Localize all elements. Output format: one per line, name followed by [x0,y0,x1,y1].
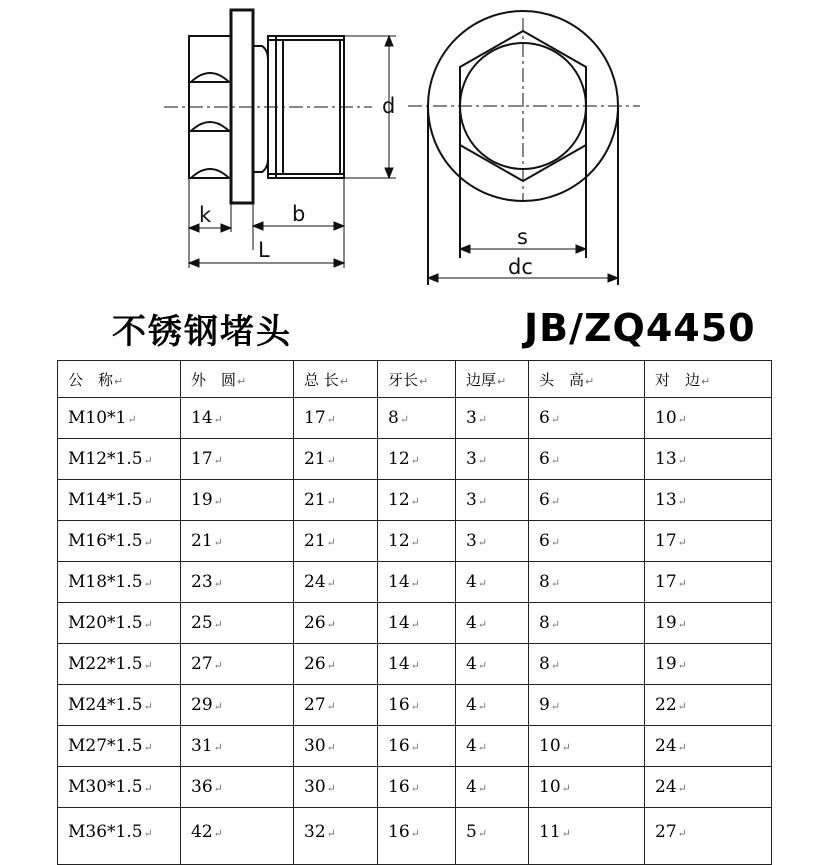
cell-flange-thickness [456,726,529,767]
cell-text: M24*1.5 [68,695,143,715]
return-mark-icon: ↵ [410,536,420,549]
return-mark-icon: ↵ [237,374,247,388]
cell-flange-thickness [456,562,529,603]
cell-flange-thickness [456,361,529,398]
return-mark-icon: ↵ [213,782,223,795]
return-mark-icon: ↵ [339,374,349,388]
cell-text: 4 [466,613,477,633]
return-mark-icon: ↵ [213,536,223,549]
cell-text: 21 [191,531,213,551]
return-mark-icon: ↵ [127,413,137,426]
cell-flange-thickness [456,398,529,439]
return-mark-icon: ↵ [326,827,336,840]
cell-text: 24 [304,572,326,592]
cell-nominal [58,726,181,767]
cell-flange-thickness [456,603,529,644]
table-row [58,767,772,808]
cell-outer-diameter [181,644,294,685]
cell-across-flats [645,361,772,398]
cell-text: M16*1.5 [68,531,143,551]
table-row [58,644,772,685]
cell-nominal [58,808,181,865]
return-mark-icon: ↵ [143,741,153,754]
return-mark-icon: ↵ [410,659,420,672]
cell-text: 30 [304,736,326,756]
return-mark-icon: ↵ [213,659,223,672]
return-mark-icon: ↵ [410,741,420,754]
cell-text: 10 [539,777,561,797]
cell-text: M18*1.5 [68,572,143,592]
return-mark-icon: ↵ [585,374,595,388]
cell-text: 42 [191,822,213,842]
cell-text: 4 [466,736,477,756]
cell-text: 19 [655,613,677,633]
cell-total-length [294,644,378,685]
cell-text: 17 [191,449,213,469]
return-mark-icon: ↵ [143,577,153,590]
cell-text: 6 [539,490,550,510]
cell-text: 6 [539,531,550,551]
cell-text: 8 [539,613,550,633]
cell-outer-diameter [181,398,294,439]
cell-outer-diameter [181,726,294,767]
cell-outer-diameter [181,685,294,726]
cell-flange-thickness [456,480,529,521]
return-mark-icon: ↵ [213,413,223,426]
cell-text: M12*1.5 [68,449,143,469]
cell-text: 外 圆 [191,370,237,389]
table-row [58,521,772,562]
dim-label-L: L [258,238,270,262]
cell-text: 13 [655,490,677,510]
cell-text: 14 [191,408,213,428]
cell-text: 27 [655,822,677,842]
cell-text: 31 [191,736,213,756]
cell-total-length [294,726,378,767]
cell-head-height [529,439,645,480]
return-mark-icon: ↵ [213,700,223,713]
cell-text: M36*1.5 [68,822,143,842]
cell-text: 25 [191,613,213,633]
cell-text: 4 [466,695,477,715]
return-mark-icon: ↵ [326,741,336,754]
cell-text: 21 [304,531,326,551]
cell-text: 对 边 [655,370,701,389]
cell-flange-thickness [456,521,529,562]
cell-text: 8 [388,408,399,428]
return-mark-icon: ↵ [677,577,687,590]
table-row [58,603,772,644]
return-mark-icon: ↵ [477,454,488,467]
return-mark-icon: ↵ [143,454,153,467]
return-mark-icon: ↵ [213,618,223,631]
return-mark-icon: ↵ [550,454,561,467]
cell-flange-thickness [456,644,529,685]
cell-nominal [58,644,181,685]
return-mark-icon: ↵ [410,700,420,713]
cell-total-length [294,439,378,480]
cell-text: M20*1.5 [68,613,143,633]
return-mark-icon: ↵ [550,659,561,672]
product-title: 不锈钢堵头 [112,312,292,352]
cell-text: 9 [539,695,550,715]
dim-label-s: s [517,225,528,249]
return-mark-icon: ↵ [550,618,561,631]
cell-text: 17 [655,531,677,551]
return-mark-icon: ↵ [550,700,561,713]
cell-text: 4 [466,777,477,797]
cell-text: 23 [191,572,213,592]
cell-text: 21 [304,449,326,469]
cell-nominal [58,361,181,398]
spec-table [57,360,772,865]
cell-text: 6 [539,408,550,428]
cell-text: M30*1.5 [68,777,143,797]
cell-head-height [529,644,645,685]
cell-across-flats [645,562,772,603]
return-mark-icon: ↵ [410,495,420,508]
return-mark-icon: ↵ [326,618,336,631]
return-mark-icon: ↵ [477,618,488,631]
cell-text: 3 [466,449,477,469]
cell-across-flats [645,644,772,685]
return-mark-icon: ↵ [143,827,153,840]
return-mark-icon: ↵ [410,827,420,840]
return-mark-icon: ↵ [213,577,223,590]
return-mark-icon: ↵ [410,782,420,795]
return-mark-icon: ↵ [419,374,429,388]
cell-nominal [58,685,181,726]
cell-text: 头 高 [539,370,585,389]
cell-text: 10 [655,408,677,428]
cell-total-length [294,398,378,439]
return-mark-icon: ↵ [143,495,153,508]
dim-label-dc: dc [508,255,533,279]
return-mark-icon: ↵ [701,374,711,388]
cell-text: 3 [466,408,477,428]
cell-text: 24 [655,777,677,797]
table-header-row [58,361,772,398]
cell-text: M22*1.5 [68,654,143,674]
return-mark-icon: ↵ [677,536,687,549]
cell-thread-length [378,726,456,767]
cell-across-flats [645,726,772,767]
cell-thread-length [378,603,456,644]
return-mark-icon: ↵ [477,741,488,754]
cell-outer-diameter [181,603,294,644]
cell-text: 19 [191,490,213,510]
cell-text: 4 [466,654,477,674]
cell-text: 边厚 [466,370,497,389]
cell-text: M10*1 [68,408,127,428]
cell-across-flats [645,808,772,865]
return-mark-icon: ↵ [326,495,336,508]
table-row [58,685,772,726]
cell-total-length [294,808,378,865]
cell-text: 8 [539,654,550,674]
return-mark-icon: ↵ [326,782,336,795]
cell-text: 3 [466,531,477,551]
return-mark-icon: ↵ [213,827,223,840]
cell-text: 24 [655,736,677,756]
cell-flange-thickness [456,808,529,865]
cell-text: 12 [388,531,410,551]
table-row [58,398,772,439]
cell-outer-diameter [181,361,294,398]
cell-text: 11 [539,822,561,842]
return-mark-icon: ↵ [477,536,488,549]
cell-head-height [529,767,645,808]
cell-flange-thickness [456,685,529,726]
cell-text: 5 [466,822,477,842]
return-mark-icon: ↵ [143,700,153,713]
cell-across-flats [645,398,772,439]
cell-across-flats [645,767,772,808]
cell-head-height [529,726,645,767]
cell-text: 27 [304,695,326,715]
return-mark-icon: ↵ [550,495,561,508]
cell-total-length [294,361,378,398]
cell-nominal [58,562,181,603]
cell-thread-length [378,808,456,865]
cell-text: 16 [388,695,410,715]
cell-flange-thickness [456,767,529,808]
cell-text: 19 [655,654,677,674]
return-mark-icon: ↵ [677,618,687,631]
cell-thread-length [378,398,456,439]
cell-nominal [58,398,181,439]
return-mark-icon: ↵ [410,618,420,631]
cell-text: 14 [388,613,410,633]
table-row [58,726,772,767]
cell-text: 27 [191,654,213,674]
table-row [58,480,772,521]
cell-head-height [529,808,645,865]
cell-nominal [58,480,181,521]
return-mark-icon: ↵ [477,782,488,795]
return-mark-icon: ↵ [399,413,410,426]
dim-label-b: b [292,202,306,226]
cell-head-height [529,361,645,398]
cell-text: 6 [539,449,550,469]
return-mark-icon: ↵ [477,495,488,508]
return-mark-icon: ↵ [561,782,571,795]
cell-text: 16 [388,736,410,756]
return-mark-icon: ↵ [477,577,488,590]
return-mark-icon: ↵ [550,577,561,590]
return-mark-icon: ↵ [326,536,336,549]
cell-text: 牙长 [388,370,419,389]
cell-nominal [58,521,181,562]
cell-outer-diameter [181,808,294,865]
cell-total-length [294,521,378,562]
cell-total-length [294,480,378,521]
cell-outer-diameter [181,562,294,603]
return-mark-icon: ↵ [561,741,571,754]
return-mark-icon: ↵ [550,536,561,549]
cell-head-height [529,562,645,603]
return-mark-icon: ↵ [143,536,153,549]
cell-text: 30 [304,777,326,797]
cell-head-height [529,480,645,521]
cell-thread-length [378,767,456,808]
return-mark-icon: ↵ [114,374,124,388]
cell-text: 10 [539,736,561,756]
cell-text: 12 [388,490,410,510]
dim-label-k: k [199,203,212,227]
return-mark-icon: ↵ [561,827,571,840]
cell-total-length [294,562,378,603]
return-mark-icon: ↵ [677,413,687,426]
cell-head-height [529,685,645,726]
cell-text: 16 [388,822,410,842]
return-mark-icon: ↵ [213,741,223,754]
return-mark-icon: ↵ [550,413,561,426]
cell-nominal [58,439,181,480]
return-mark-icon: ↵ [213,495,223,508]
cell-text: 17 [655,572,677,592]
cell-text: M27*1.5 [68,736,143,756]
return-mark-icon: ↵ [326,577,336,590]
return-mark-icon: ↵ [410,577,420,590]
cell-thread-length [378,685,456,726]
return-mark-icon: ↵ [326,413,336,426]
cell-text: 总 长 [304,370,339,389]
return-mark-icon: ↵ [677,782,687,795]
cell-total-length [294,767,378,808]
return-mark-icon: ↵ [677,741,687,754]
cell-outer-diameter [181,439,294,480]
table-row [58,439,772,480]
return-mark-icon: ↵ [497,374,507,388]
cell-text: 16 [388,777,410,797]
cell-text: 12 [388,449,410,469]
cell-outer-diameter [181,521,294,562]
cell-total-length [294,685,378,726]
return-mark-icon: ↵ [677,700,687,713]
cell-thread-length [378,521,456,562]
cell-thread-length [378,480,456,521]
cell-thread-length [378,439,456,480]
cell-head-height [529,521,645,562]
return-mark-icon: ↵ [326,454,336,467]
return-mark-icon: ↵ [143,782,153,795]
cell-text: 32 [304,822,326,842]
return-mark-icon: ↵ [677,495,687,508]
cell-outer-diameter [181,767,294,808]
return-mark-icon: ↵ [677,659,687,672]
cell-text: 3 [466,490,477,510]
table-row [58,808,772,865]
cell-flange-thickness [456,439,529,480]
cell-text: 26 [304,613,326,633]
cell-across-flats [645,685,772,726]
cell-thread-length [378,562,456,603]
cell-across-flats [645,521,772,562]
return-mark-icon: ↵ [677,827,687,840]
cell-thread-length [378,644,456,685]
return-mark-icon: ↵ [477,827,488,840]
return-mark-icon: ↵ [677,454,687,467]
cell-nominal [58,603,181,644]
cell-text: 22 [655,695,677,715]
cell-text: 36 [191,777,213,797]
cell-text: 14 [388,572,410,592]
cell-text: 8 [539,572,550,592]
cell-across-flats [645,439,772,480]
cell-text: 29 [191,695,213,715]
cell-across-flats [645,480,772,521]
technical-drawing [0,0,837,300]
cell-outer-diameter [181,480,294,521]
cell-nominal [58,767,181,808]
return-mark-icon: ↵ [143,618,153,631]
cell-head-height [529,398,645,439]
cell-thread-length [378,361,456,398]
return-mark-icon: ↵ [143,659,153,672]
return-mark-icon: ↵ [326,700,336,713]
return-mark-icon: ↵ [477,700,488,713]
return-mark-icon: ↵ [477,659,488,672]
cell-text: 13 [655,449,677,469]
return-mark-icon: ↵ [213,454,223,467]
return-mark-icon: ↵ [410,454,420,467]
cell-text: 17 [304,408,326,428]
return-mark-icon: ↵ [477,413,488,426]
cell-text: 公 称 [68,370,114,389]
cell-head-height [529,603,645,644]
table-row [58,562,772,603]
cell-text: 26 [304,654,326,674]
cell-text: 21 [304,490,326,510]
return-mark-icon: ↵ [326,659,336,672]
cell-total-length [294,603,378,644]
cell-text: 4 [466,572,477,592]
standard-code: JB/ZQ4450 [524,306,756,350]
cell-text: 14 [388,654,410,674]
dim-label-d: d [382,94,396,118]
cell-across-flats [645,603,772,644]
cell-text: M14*1.5 [68,490,143,510]
